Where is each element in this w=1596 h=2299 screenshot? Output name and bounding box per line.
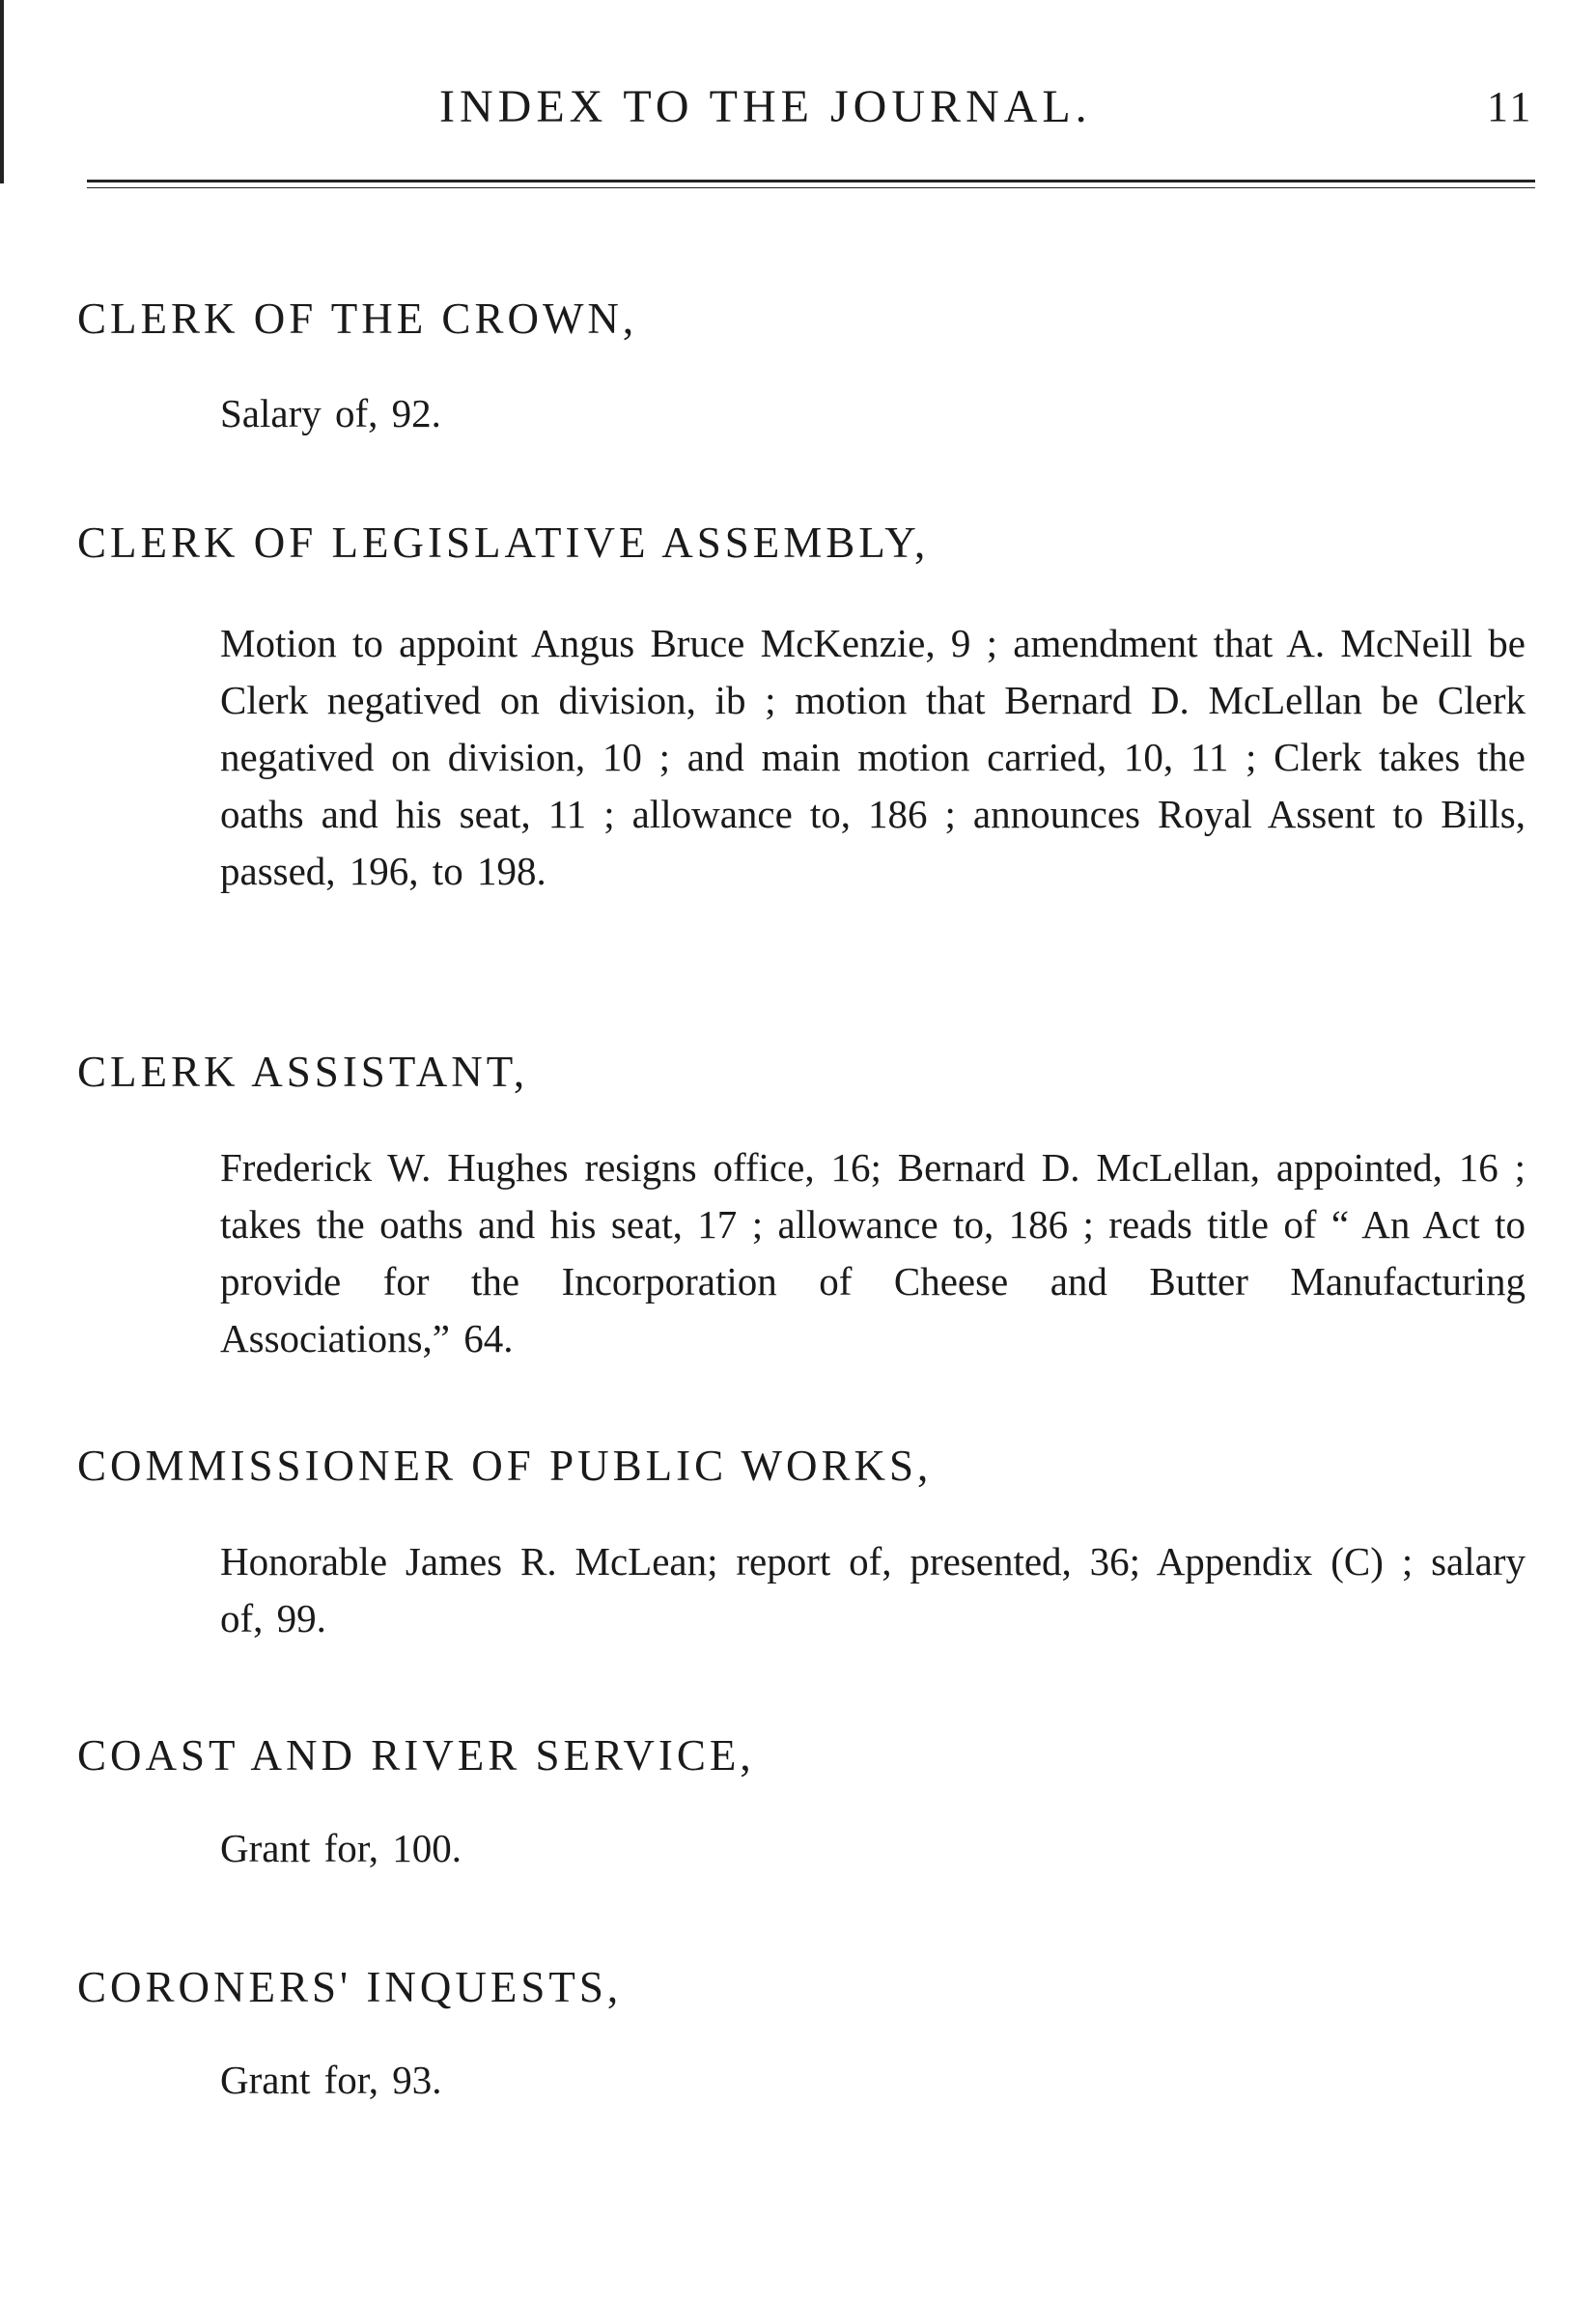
entry-heading: CLERK OF THE CROWN, [77, 294, 638, 343]
header-rule-thin [87, 187, 1535, 188]
entry-text: Frederick W. Hughes resigns office, 16; Bernard D. McLellan, appointed, 16 ; takes the oaths and his seat, 17 ; allowance to, 186 ; reads title of “ An Act to provide for the Incorporation of Cheese and Butter Manufacturing Associations,” 64. [220, 1145, 1526, 1360]
entry-heading: COAST AND RIVER SERVICE, [77, 1731, 755, 1780]
entry-text: Motion to appoint Angus Bruce McKenzie, 9 ; amendment that A. McNeill be Clerk negatived on division, ib ; motion that Bernard D. McLellan be Clerk negatived on division, 10 ; and main motion carried, 10, 11 ; Clerk takes the oaths and his seat, 11 ; allowance to, 186 ; announces Royal Assent to Bills, passed, 196, to 198. [220, 621, 1526, 893]
running-title: INDEX TO THE JOURNAL. [439, 81, 1092, 132]
header-rule [87, 180, 1535, 182]
entry-heading: COMMISSIONER OF PUBLIC WORKS, [77, 1442, 933, 1490]
running-head [0, 73, 1596, 141]
entry-heading: CORONERS' INQUESTS, [77, 1963, 623, 2011]
entry-text: Salary of, 92. [220, 391, 441, 435]
entry-heading: CLERK ASSISTANT, [77, 1048, 529, 1096]
entry-heading: CLERK OF LEGISLATIVE ASSEMBLY, [77, 519, 930, 567]
entry-text: Grant for, 100. [220, 1826, 462, 1870]
entry-text: Honorable James R. McLean; report of, presented, 36; Appendix (C) ; salary of, 99. [220, 1539, 1526, 1640]
page-number: 11 [1487, 83, 1534, 130]
entry-text: Grant for, 93. [220, 2058, 442, 2102]
